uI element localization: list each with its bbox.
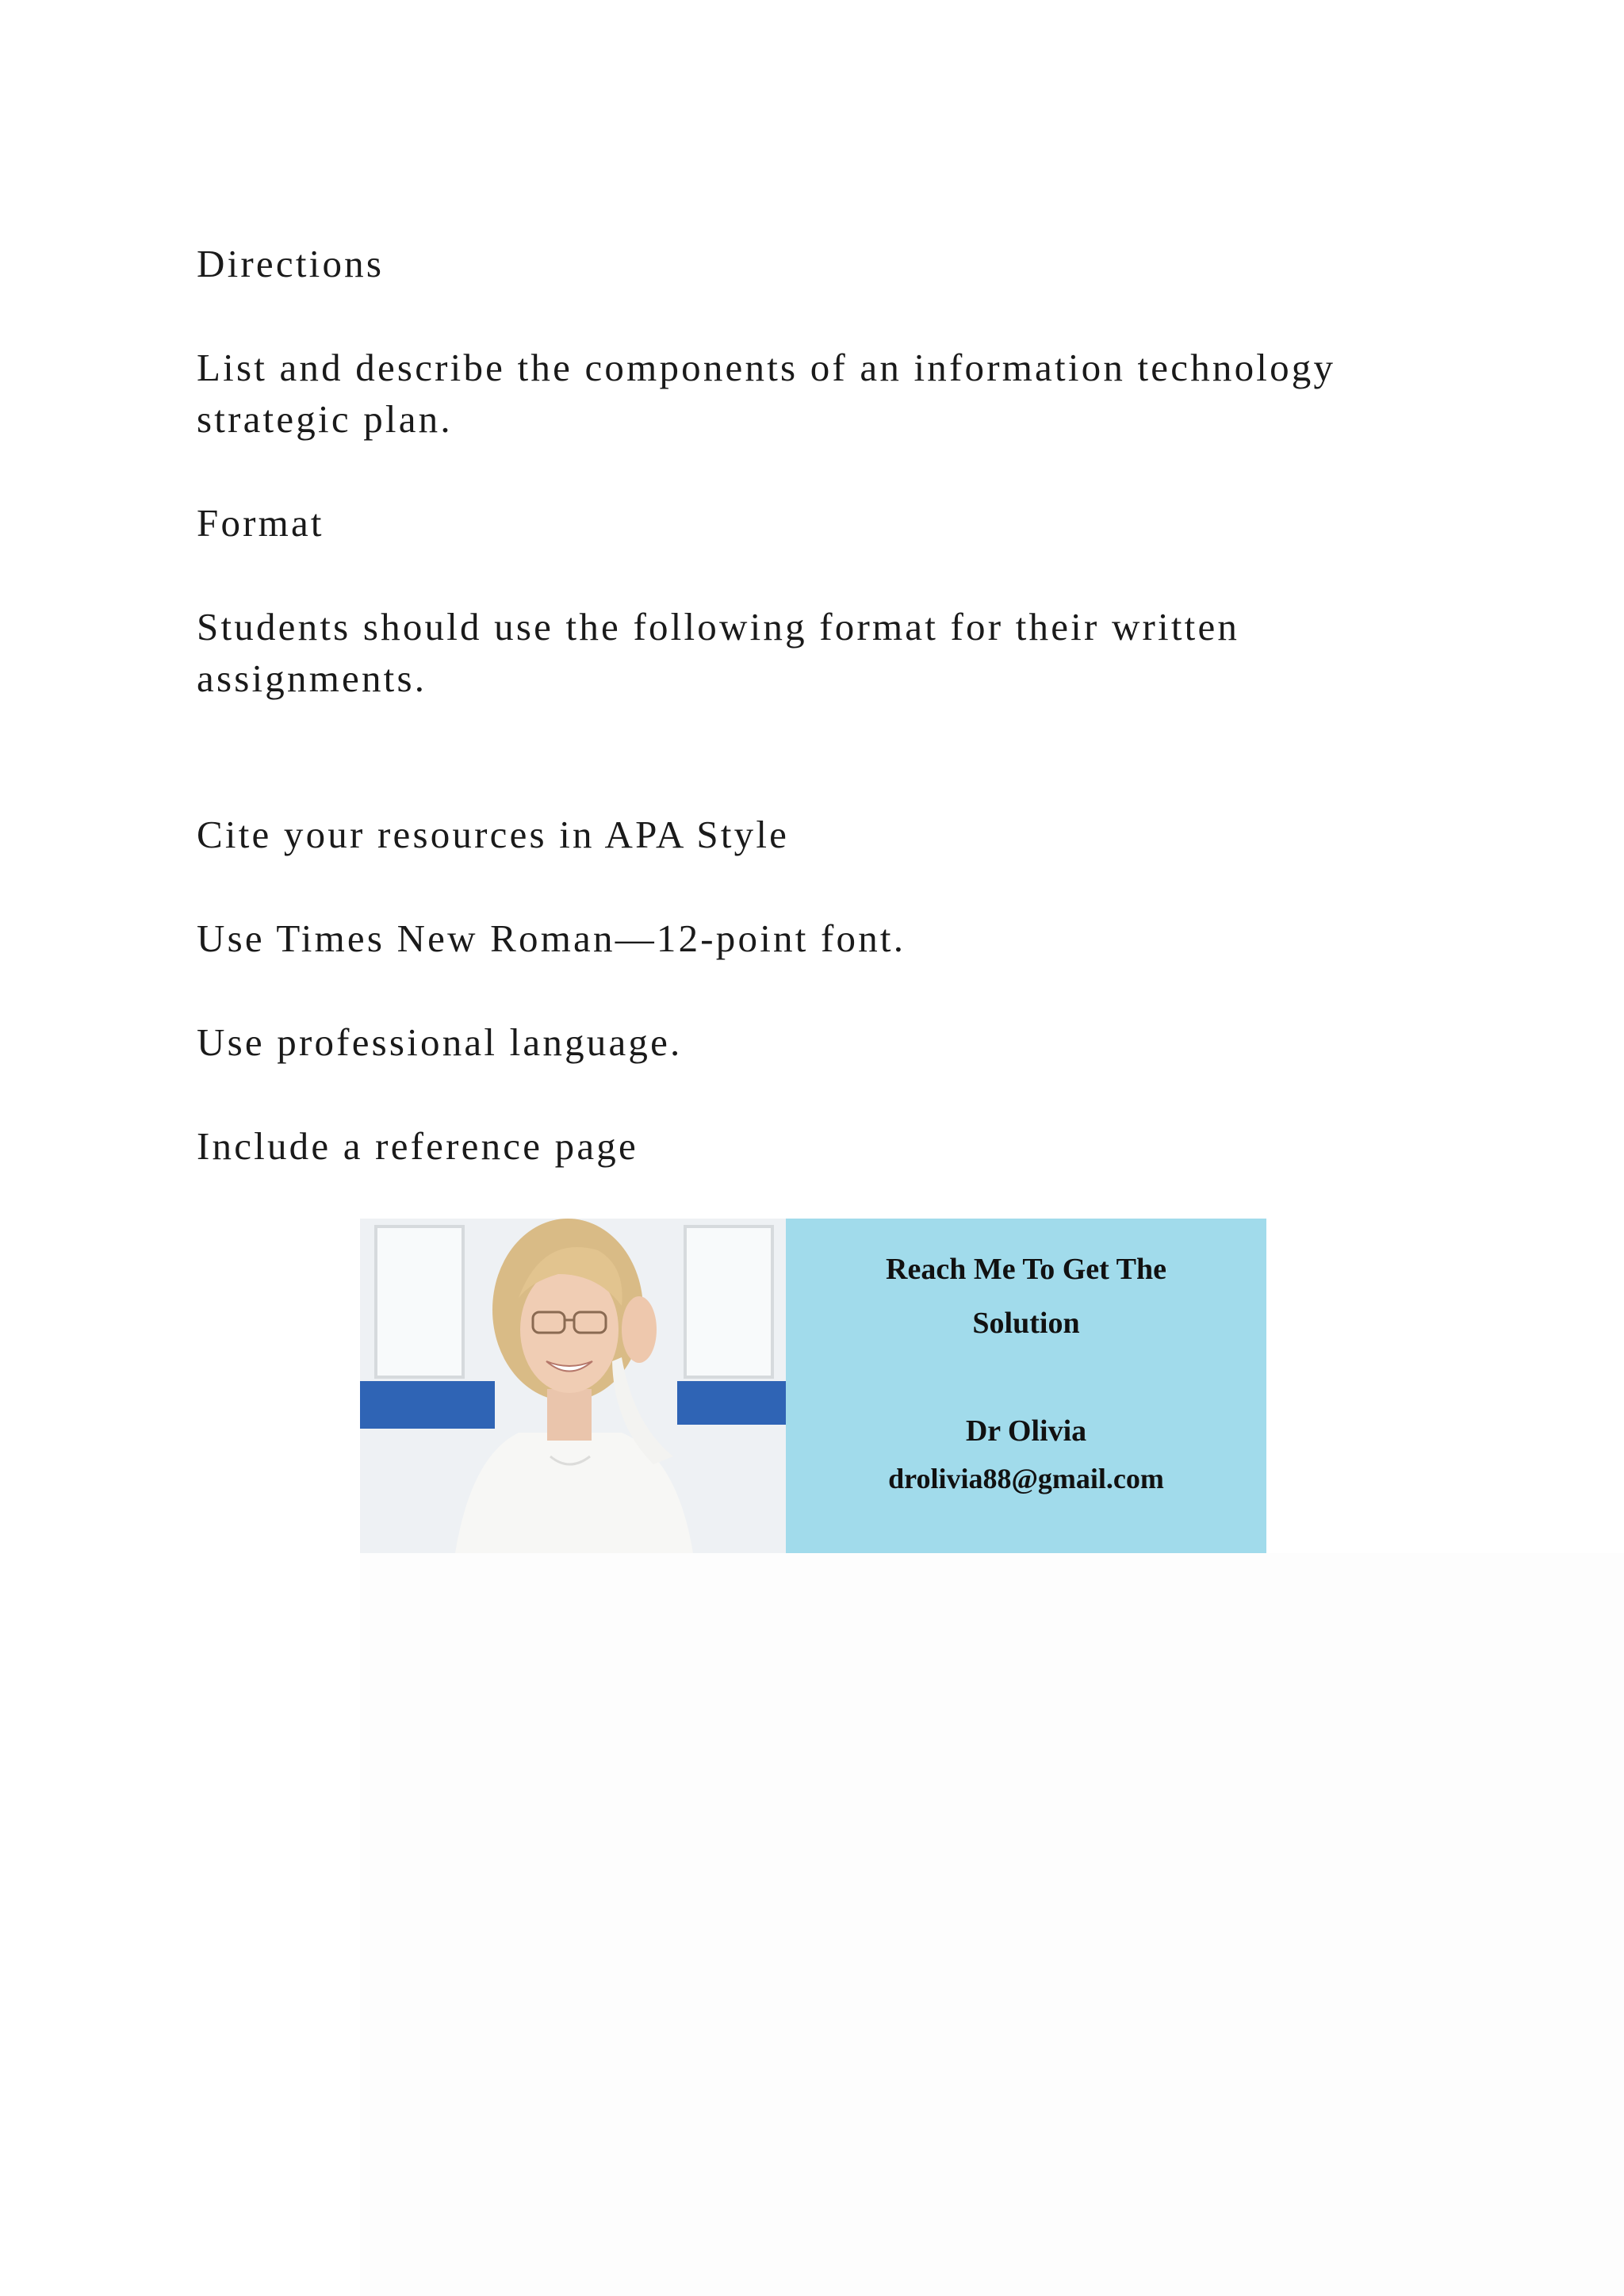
format-rule-reference: Include a reference page [197,1124,638,1168]
contact-banner [360,1219,1266,1553]
banner-contact-name: Dr Olivia [965,1414,1087,1448]
woman-photo-illustration [360,1219,786,1553]
format-rule-font: Use Times New Roman—12-point font. [197,916,906,960]
document-body [197,238,1434,1224]
heading-format: Format [197,501,324,545]
banner-contact-email: drolivia88@gmail.com [888,1463,1164,1494]
banner-photo [360,1219,786,1553]
format-rule-language: Use professional language. [197,1020,683,1064]
assignment-prompt: List and describe the components of an information technology strategic plan. [197,346,1336,441]
blank-image-area [360,1553,1624,2296]
heading-directions: Directions [197,242,385,285]
format-intro: Students should use the following format for their written assignments. [197,605,1240,700]
banner-cta-text: Reach Me To Get The Solution [886,1253,1166,1340]
banner-contact-panel [786,1219,1266,1553]
format-rule-apa: Cite your resources in APA Style [197,813,790,856]
